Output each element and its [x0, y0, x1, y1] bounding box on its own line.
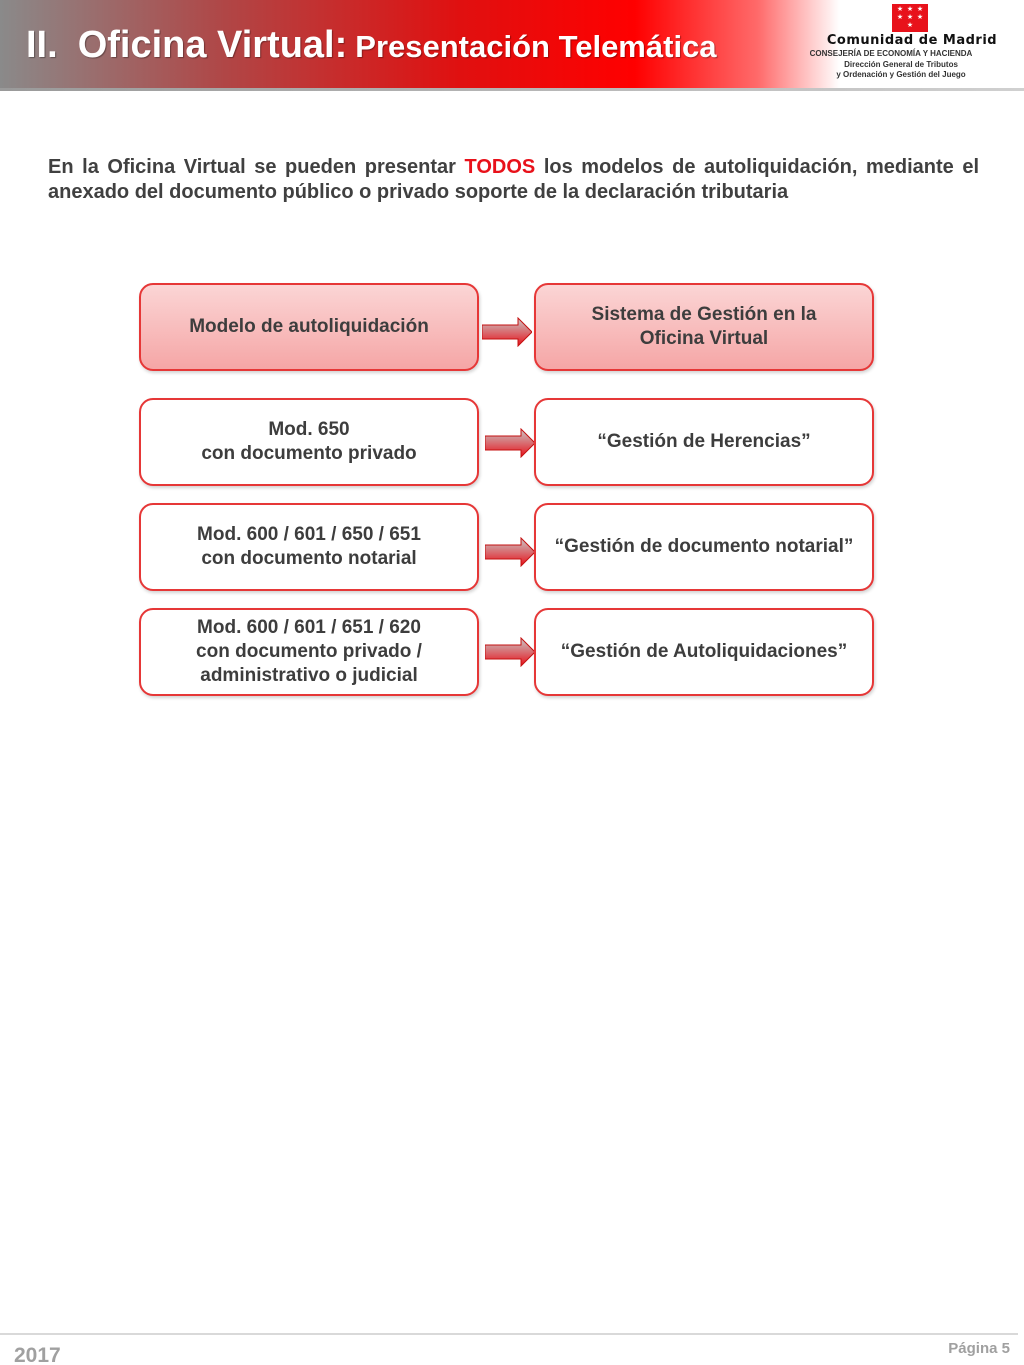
system-box-notarial — [534, 503, 874, 591]
model-box-private-admin — [139, 608, 479, 696]
logo-direction: Dirección General de Tributos — [844, 60, 958, 69]
footer-year: 2017 — [14, 1344, 61, 1365]
section-number: II. — [26, 24, 58, 66]
model-label: Mod. 650 con documento privado — [201, 419, 417, 464]
header-divider — [0, 88, 1024, 91]
system-box-herencias — [534, 398, 874, 486]
header-box-system-label: Sistema de Gestión en la Oficina Virtual — [591, 304, 817, 349]
header-box-system — [534, 283, 874, 371]
intro-text-end: los modelos de autoliquidación, mediante el anexado del documento público o privado soporte de la declaración tributaria — [48, 156, 980, 203]
header-box-model — [139, 283, 479, 371]
arrow-right-icon — [485, 537, 535, 567]
logo-department: CONSEJERÍA DE ECONOMÍA Y HACIENDA — [809, 49, 973, 58]
system-box-autoliquidaciones — [534, 608, 874, 696]
arrow-right-icon — [485, 637, 535, 667]
madrid-flag-icon: ★ ★ ★ ★ ★ ★ ★ — [892, 4, 928, 32]
page-number: Página 5 — [948, 1340, 1010, 1357]
arrow-right-icon — [482, 317, 532, 347]
title-main: Oficina Virtual: — [77, 24, 348, 66]
logo-name: Comunidad de Madrid — [826, 33, 998, 48]
system-label: “Gestión de documento notarial” — [554, 536, 854, 557]
model-label: Mod. 600 / 601 / 650 / 651 con documento notarial — [197, 524, 421, 569]
comunidad-madrid-logo — [806, 2, 1018, 82]
intro-paragraph — [48, 155, 979, 205]
header-box-model-label: Modelo de autoliquidación — [189, 316, 429, 337]
intro-text-start: En la Oficina Virtual se pueden presentar — [48, 156, 465, 178]
system-label: “Gestión de Autoliquidaciones” — [560, 641, 848, 662]
footer-divider — [0, 1333, 1018, 1335]
page-title — [26, 24, 717, 67]
model-box-notarial — [139, 503, 479, 591]
logo-direction-2: y Ordenación y Gestión del Juego — [836, 70, 966, 79]
model-label: Mod. 600 / 601 / 651 / 620 con documento privado / administrativo o judicial — [196, 617, 422, 686]
intro-highlight: TODOS — [464, 156, 536, 178]
arrow-right-icon — [485, 428, 535, 458]
model-box-650-private — [139, 398, 479, 486]
system-label: “Gestión de Herencias” — [597, 431, 811, 452]
title-sub: Presentación Telemática — [355, 29, 717, 64]
